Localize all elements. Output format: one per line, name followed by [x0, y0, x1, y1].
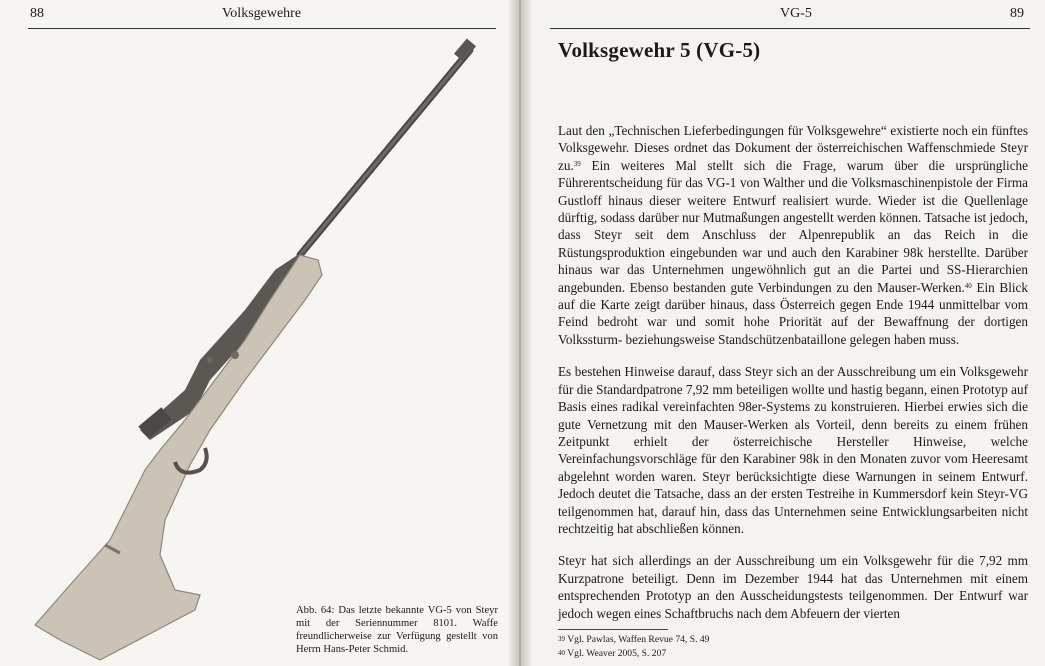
chapter-title: Volksgewehr 5 (VG-5): [558, 38, 761, 62]
left-page: [0, 0, 515, 666]
footnote-39: $^{39}$ Vgl. Pawlas, Waffen Revue 74, S. 49: [558, 634, 710, 645]
left-page-number: 88: [30, 6, 44, 21]
footnote-40: $^{40}$ Vgl. Weaver 2005, S. 207: [558, 648, 667, 659]
left-running-head: Volksgewehre: [222, 6, 302, 21]
right-header-rule: [550, 28, 1030, 29]
body-text: [558, 122, 1028, 637]
paragraph-1: Laut den „Technischen Lieferbedingungen für Volksgewehre“ existierte noch ein fünftes Volksgewehr. Dieses ordnet das Dokument der österreichischen Waffenschmiede Steyr zu.$^{39}$ Ein weiteres Mal stellt sich die Frage, warum über die ursprüngliche Führerentscheidung für das VG-1 von Walther und die Volksmaschinenpistole der Firma Gustloff hinaus dieser weitere Entwurf realisiert wurde. Wieder ist die Quellenlage dürftig, sodass darüber nur Mutmaßungen angestellt werden können. Tatsache ist jedoch, dass Steyr seit dem Anschluss der Alpenrepublik an das Reich in die Rüstungsproduktion eingebunden war und auch den Karabiner 98k herstellte. Darüber hinaus war das Unternehmen ungewöhnlich gut an die Partei und SS-Hierarchien angebunden. Ebenso bestanden gute Verbindungen zu den Mauser-Werken.$^{40}$ Ein Blick auf die Karte zeigt darüber hinaus, dass Österreich gegen Ende 1944 unmittelbar vom Feind bedroht war und somit hohe Priorität auf der Bewaffnung der dortigen Volkssturm- beziehungsweise Standschützenbataillone gelegen haben muss.: [558, 123, 1028, 347]
right-page: [520, 0, 1045, 666]
footnote-rule: [558, 629, 668, 630]
figure-caption: Abb. 64: Das letzte bekannte VG-5 von Steyr mit der Seriennummer 8101. Waffe freundlicherweise zur Verfügung gestellt von Herrn Hans-Peter Schmid.: [296, 605, 498, 655]
rifle-photo: [0, 0, 515, 666]
footnote-ref-40: 40: [964, 281, 972, 290]
right-page-number: 89: [1010, 6, 1024, 21]
footnote-ref-39: 39: [573, 159, 581, 168]
right-running-head: VG-5: [780, 6, 812, 21]
book-gutter: [508, 0, 532, 666]
paragraph-3: Steyr hat sich allerdings an der Ausschreibung um ein Volksgewehr für die 7,92 mm Kurzpatrone beteiligt. Denn im Dezember 1944 hat das Unternehmen mit einem entsprechenden Prototyp an den Ausscheidungstests teilgenommen. Der Entwurf war jedoch wegen eines Schaftbruchs nach dem Abfeuern der vierten: [558, 553, 1028, 621]
paragraph-2: Es bestehen Hinweise darauf, dass Steyr sich an der Ausschreibung um ein Volksgewehr für die Standardpatrone 7,92 mm beteiligen wollte und hastig begann, einen Prototyp auf Basis eines radikal vereinfachten 98er-Systems zu konstruieren. Hierbei erwies sich die gute Vernetzung mit den Mauser-Werken als Vorteil, denn bereits zu einem frühen Zeitpunkt erhielt der österreichische Hersteller Hinweise, welche Vereinfachungsvorschläge für den Karabiner 98k in den Monaten zuvor vom Heeresamt abgelehnt worden waren. Steyr berücksichtigte diese Warnungen in seinem Entwurf. Jedoch deutet die Tatsache, dass an der ersten Testreihe in Kummersdorf kein Steyr-VG teilgenommen hat, darauf hin, dass das Unternehmen seine Entwicklungsarbeiten nicht rechtzeitig hat abschließen können.: [558, 364, 1028, 536]
